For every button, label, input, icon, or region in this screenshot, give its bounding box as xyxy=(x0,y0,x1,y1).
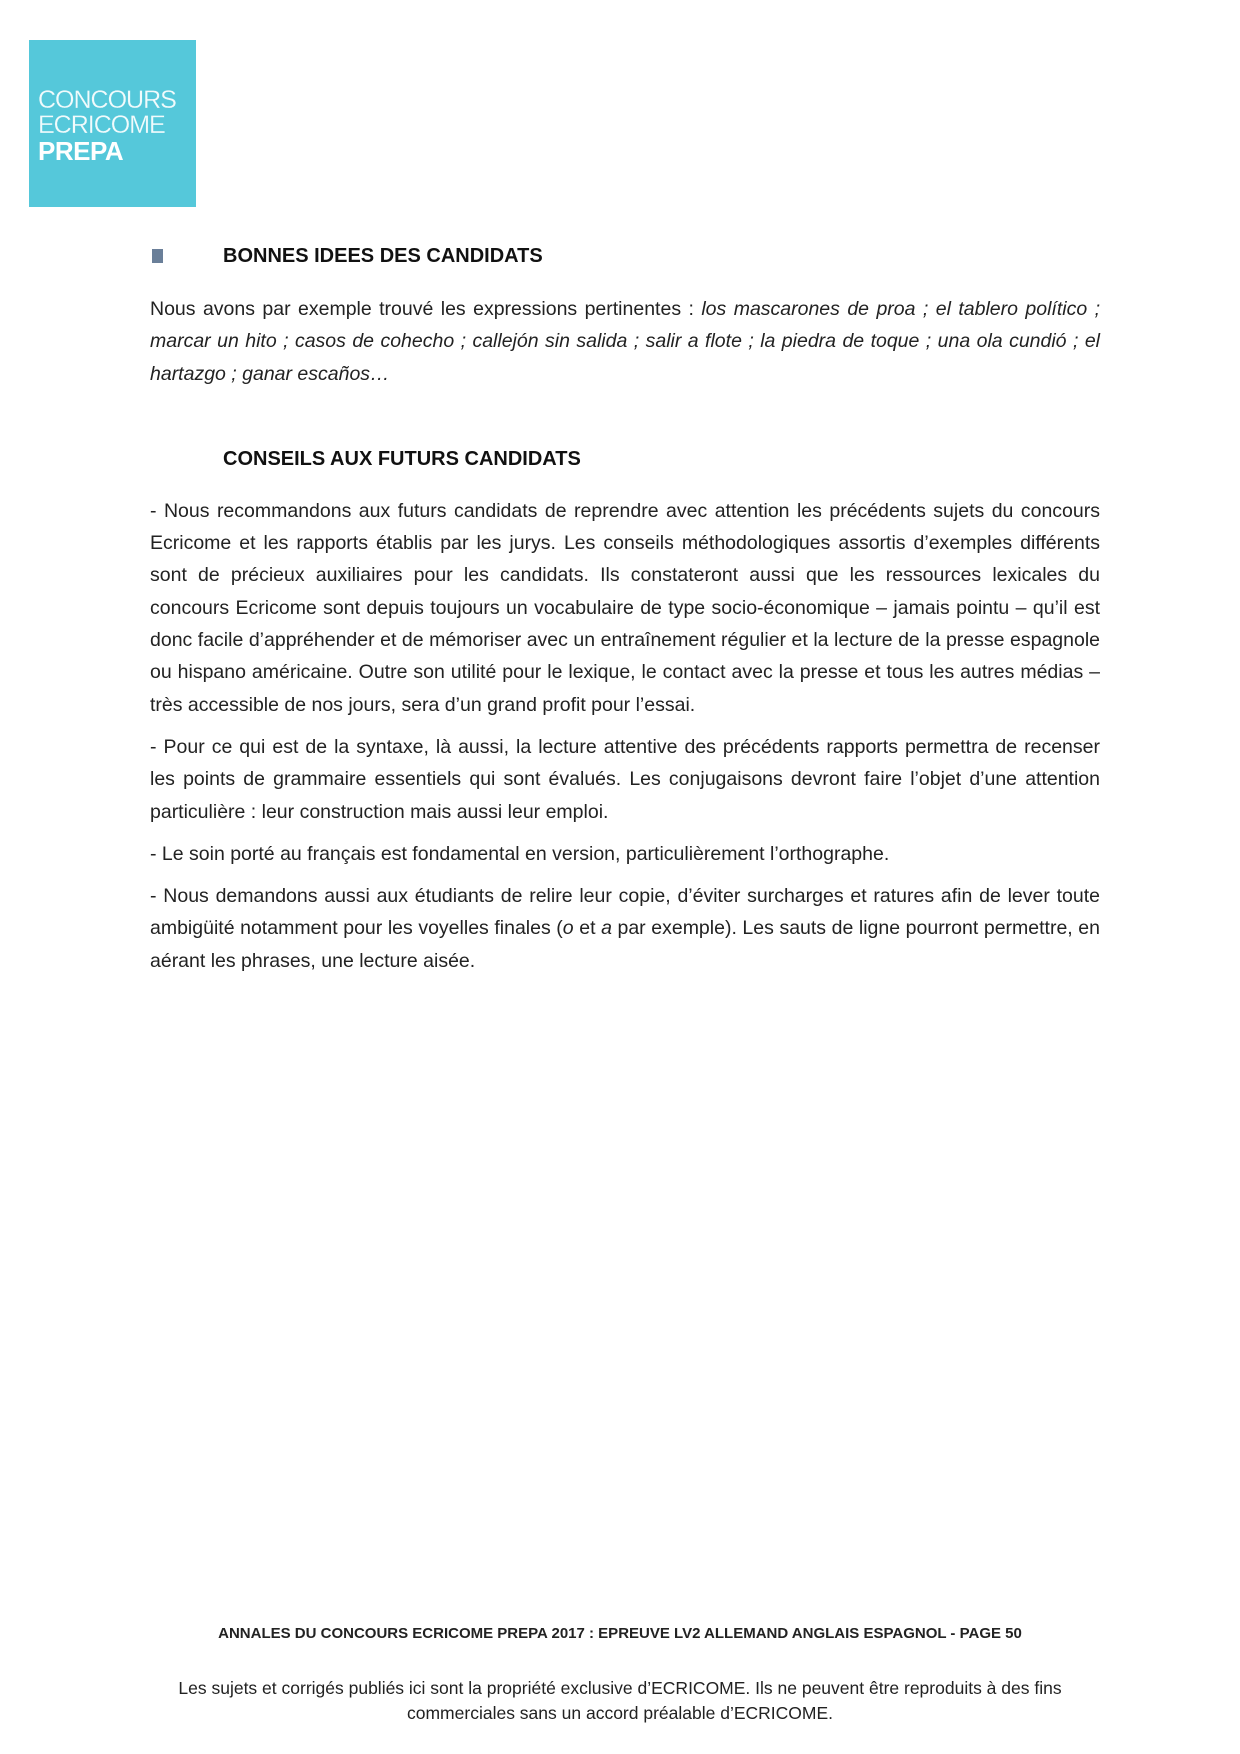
paragraph-conseils-3: - Le soin porté au français est fondamental en version, particulièrement l’orthographe. xyxy=(150,842,890,865)
ecricome-logo xyxy=(29,40,196,207)
footer-copyright-note: Les sujets et corrigés publiés ici sont la propriété exclusive d’ECRICOME. Ils ne peuvent être reproduits à des fins commerciales sans un accord préalable d’ECRICOME. xyxy=(178,1678,1062,1723)
paragraph-intro-text: Nous avons par exemple trouvé les expressions pertinentes : xyxy=(150,298,702,320)
paragraph-text-part: par exemple). Les sauts de ligne pourront permettre, en aérant les phrases, une lecture aisée. xyxy=(150,917,1100,972)
section-heading-text: CONSEILS AUX FUTURS CANDIDATS xyxy=(223,447,581,470)
square-bullet-icon xyxy=(152,249,163,263)
logo-text xyxy=(38,88,176,164)
paragraph-conseils-4 xyxy=(150,880,1100,977)
logo-line-ecricome: ECRICOME xyxy=(38,111,165,139)
paragraph-text-part: et xyxy=(573,917,602,940)
paragraph-conseils-2: - Pour ce qui est de la syntaxe, là aussi, la lecture attentive des précédents rapports permettra de recenser les points de grammaire essentiels qui sont évalués. Les conjugaisons devront faire l’objet d’une attention particulière : leur construction mais aussi leur emploi. xyxy=(150,735,1100,823)
vowel-o: o xyxy=(562,917,574,940)
paragraph-text-part: - Nous demandons aussi aux étudiants de relire leur copie, d’éviter surcharges et ratures afin de lever toute ambigüité notamment pour les voyelles finales ( xyxy=(150,885,1100,940)
logo-line-concours: CONCOURS xyxy=(38,86,176,114)
logo-line-prepa: PREPA xyxy=(38,136,124,166)
paragraph-examples-text: los mascarones de proa ; el tablero político ; marcar un hito ; casos de cohecho ; callejón sin salida ; salir a flote ; la piedra de toque ; una ola cundió ; el hartazgo ; ganar escaños… xyxy=(150,298,1101,385)
page-content xyxy=(150,240,1100,977)
paragraph-expressions xyxy=(150,293,1100,390)
section-heading-bonnes-idees xyxy=(150,240,1100,272)
section-heading-conseils xyxy=(150,443,1100,475)
section-heading-text: BONNES IDEES DES CANDIDATS xyxy=(223,245,543,267)
paragraph-conseils-1: - Nous recommandons aux futurs candidats de reprendre avec attention les précédents sujets du concours Ecricome et les rapports établis par les jurys. Les conseils méthodologiques assortis d’exemples différents sont de précieux auxiliaires pour les candidats. Ils constateront aussi que les ressources lexicales du concours Ecricome sont depuis toujours un vocabulaire de type socio-économique – jamais pointu – qu’il est donc facile d’appréhender et de mémoriser avec un entraînement régulier et la lecture de la presse espagnole ou hispano américaine. Outre son utilité pour le lexique, le contact avec la presse et tous les autres médias – très accessible de nos jours, sera d’un grand profit pour l’essai. xyxy=(150,499,1100,716)
footer-title: ANNALES DU CONCOURS ECRICOME PREPA 2017 : EPREUVE LV2 ALLEMAND ANGLAIS ESPAGNOL - PAGE 50 xyxy=(218,1625,1022,1642)
vowel-a: a xyxy=(601,917,612,940)
